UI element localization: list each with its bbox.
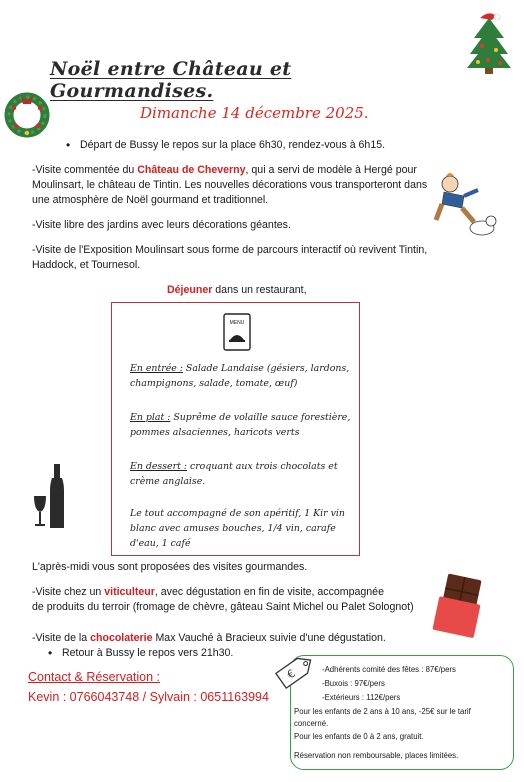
main-line1	[130, 410, 350, 425]
castle-name: Château de Cheverny	[137, 164, 246, 176]
winery-line2: de produits du terroir (fromage de chèvre, gâteau Saint Michel ou Palet Solognot)	[32, 601, 414, 613]
starter-line1	[130, 361, 349, 376]
starter-text: Salade Landaise (gésiers, lardons,	[182, 363, 350, 374]
winery-prefix: -Visite chez un	[32, 586, 105, 598]
winery-rest: , avec dégustation en fin de visite, accompagnée	[154, 586, 384, 598]
winery-line1	[32, 585, 384, 600]
choco-word: chocolaterie	[90, 632, 153, 644]
drinks-line3: d'eau, 1 café	[130, 538, 191, 549]
children-price-3: Pour les enfants de 0 à 2 ans, gratuit.	[294, 732, 424, 741]
dessert-line1	[130, 459, 338, 474]
chocolate-bar-icon	[428, 570, 486, 640]
drinks-line1: Le tout accompagné de son apéritif, 1 Kir vin	[130, 508, 345, 519]
choco-prefix: -Visite de la	[32, 632, 91, 644]
dessert-line2: crème anglaise.	[130, 476, 206, 487]
price-exterieurs: -Extérieurs : 112€/pers	[322, 693, 401, 702]
children-price-2: concerné.	[294, 719, 329, 728]
main-line2: pommes alsaciennes, haricots verts	[130, 427, 300, 438]
price-members: -Adhérents comité des fêtes : 87€/pers	[322, 665, 456, 674]
starter-label: En entrée :	[130, 363, 183, 374]
winery-word: viticulteur	[104, 586, 155, 598]
choco-rest: Max Vauché à Bracieux suivie d'une dégustation.	[152, 632, 386, 644]
castle-visit-line1	[32, 163, 417, 178]
expo-visit-line2: Haddock, et Tournesol.	[32, 259, 141, 271]
main-text: Suprême de volaille sauce forestière,	[170, 412, 351, 423]
price-tag-icon	[270, 648, 320, 694]
castle-visit-line2: Moulinsart, le château de Tintin. Les nouvelles décorations vous transporteront dans	[32, 179, 428, 191]
menu-card-label: MENU	[229, 320, 245, 326]
christmas-wreath-icon	[2, 90, 52, 140]
chocolaterie-line	[32, 631, 386, 646]
drinks-line2: blanc avec amuses bouches, 1/4 vin, carafe	[130, 523, 336, 534]
christmas-tree-icon	[466, 10, 512, 74]
contact-phones: Kevin : 0766043748 / Sylvain : 0651163994	[28, 690, 269, 704]
price-buxois: -Buxois : 97€/pers	[322, 679, 385, 688]
children-price-1: Pour les enfants de 2 ans à 10 ans, -25€ sur le tarif	[294, 707, 471, 716]
menu-card-icon	[222, 312, 252, 352]
event-date: Dimanche 14 décembre 2025.	[140, 104, 369, 122]
departure-text: • Départ de Bussy le repos sur la place 6h30, rendez-vous à 6h15.	[80, 138, 385, 153]
main-label: En plat :	[130, 412, 171, 423]
lunch-line	[167, 283, 307, 298]
tintin-illustration	[428, 172, 498, 240]
wine-bottle-icon	[30, 462, 70, 532]
dessert-label: En dessert :	[130, 461, 187, 472]
castle-visit-prefix: -Visite commentée du	[32, 164, 138, 176]
contact-title: Contact & Réservation :	[28, 670, 161, 684]
lunch-word: Déjeuner	[167, 284, 213, 296]
castle-visit-line3: une atmosphère de Noël gourmand et traditionnel.	[32, 194, 269, 206]
castle-visit-rest: , qui a servi de modèle à Hergé pour	[245, 164, 417, 176]
afternoon-intro: L'après-midi vous sont proposées des visites gourmandes.	[32, 561, 308, 573]
return-text: • Retour à Bussy le repos vers 21h30.	[62, 646, 233, 661]
starter-line2: champignons, salade, tomate, œuf)	[130, 378, 298, 389]
expo-visit-line1: -Visite de l'Exposition Moulinsart sous forme de parcours interactif où revivent Tintin,	[32, 244, 428, 256]
dessert-text: croquant aux trois chocolats et	[186, 461, 338, 472]
reservation-note: Réservation non remboursable, places limitées.	[294, 751, 459, 760]
price-tag-symbol: €	[284, 666, 298, 682]
page-title: Noël entre Château et Gourmandises.	[50, 58, 292, 102]
gardens-visit: -Visite libre des jardins avec leurs décorations géantes.	[32, 219, 291, 231]
lunch-rest: dans un restaurant,	[212, 284, 307, 296]
